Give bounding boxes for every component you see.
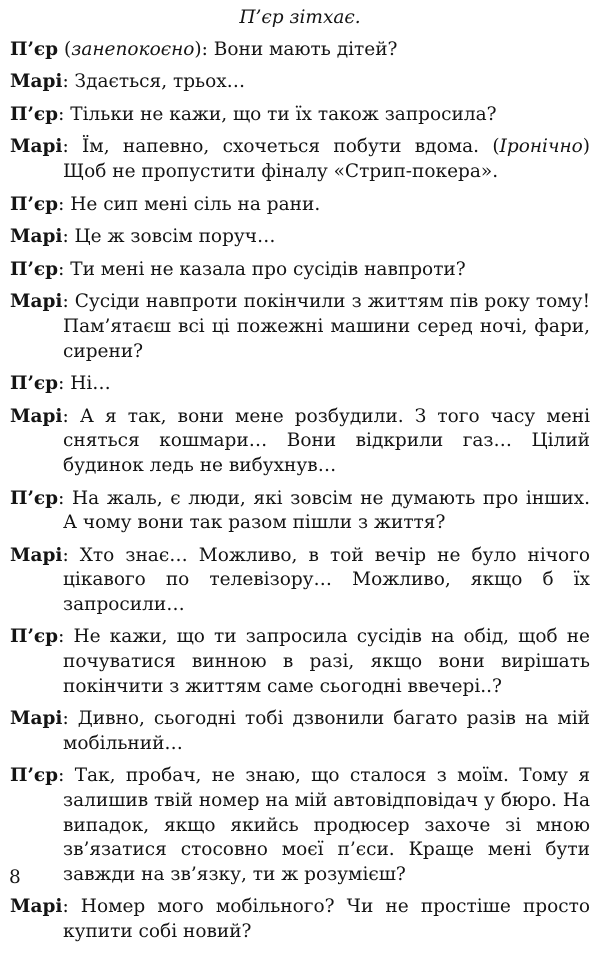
speaker-name: Марі	[10, 291, 63, 313]
speaker-name: Марі	[10, 136, 63, 158]
dialogue-line	[10, 764, 590, 887]
speech-text: : Здається, трьох…	[62, 71, 246, 93]
speech-text: : Не кажи, що ти запросила сусідів на обід, щоб не почуватися винною в разі, якщо вони вирішать покінчити з життям саме сьогодні ввечері..?	[58, 626, 590, 697]
speech-text: : Так, пробач, не знаю, що сталося з моїм. Тому я залишив твій номер на мій автовідповідач у бюро. На випадок, якщо якийсь продюсер захоче зі мною зв’язатися стосовно моєї п’єси. Краще мені бути завжди на зв’язку, ти ж розумієш?	[58, 765, 590, 885]
dialogue-line	[10, 707, 590, 756]
speaker-name: Марі	[10, 71, 63, 93]
speaker-name: Марі	[10, 544, 63, 566]
dialogue	[10, 38, 590, 945]
speaker-name: П’єр	[10, 258, 59, 280]
dialogue-line	[10, 544, 590, 618]
speech-text: : Ти мені не казала про сусідів навпроти?	[58, 258, 466, 280]
speaker-name: П’єр	[10, 38, 59, 60]
speech-text: ): Вони мають дітей?	[194, 38, 398, 60]
speaker-name: Марі	[10, 226, 63, 248]
dialogue-line	[10, 372, 590, 397]
speaker-name: П’єр	[10, 373, 59, 395]
dialogue-line	[10, 895, 590, 944]
speech-text: ) Щоб не пропустити фіналу «Стрип-покера».	[63, 136, 590, 182]
speech-text: : На жаль, є люди, які зовсім не думають про інших. А чому вони так разом пішли з життя?	[58, 487, 590, 534]
dialogue-line	[10, 193, 590, 218]
speech-text: : Хто знає… Можливо, в той вечір не було нічого цікавого по телевізору… Можливо, якщо б їх запросили…	[62, 544, 590, 615]
speech-text: : А я так, вони мене розбудили. З того часу мені сняться кошмари… Вони відкрили газ… Цілий будинок ледь не вибухнув…	[62, 405, 590, 476]
dialogue-line	[10, 225, 590, 250]
speech-text: : Тільки не кажи, що ти їх також запросила?	[58, 103, 497, 125]
speech-text: : Ні…	[58, 373, 111, 395]
speaker-name: Марі	[10, 405, 63, 427]
speech-text: : Їм, напевно, схочеться побути вдома. (	[62, 136, 500, 158]
dialogue-line	[10, 290, 590, 364]
speech-text: : Це ж зовсім поруч…	[62, 226, 276, 248]
speaker-name: П’єр	[10, 487, 59, 509]
speech-text: : Дивно, сьогодні тобі дзвонили багато разів на мій мобільний…	[62, 708, 590, 754]
speaker-name: П’єр	[10, 193, 59, 215]
speech-text: : Не сип мені сіль на рани.	[58, 193, 321, 215]
dialogue-line	[10, 487, 590, 536]
speech-text: (	[58, 38, 72, 60]
dialogue-line	[10, 258, 590, 283]
speaker-name: П’єр	[10, 103, 59, 125]
dialogue-line	[10, 135, 590, 184]
speaker-name: Марі	[10, 708, 63, 730]
document-page	[10, 6, 590, 953]
page-number: 8	[9, 867, 21, 888]
dialogue-line	[10, 625, 590, 699]
speech-text: : Номер мого мобільного? Чи не простіше просто купити собі новий?	[62, 896, 590, 942]
speech-text: : Сусіди навпроти покінчили з життям пів року тому! Пам’ятаєш всі ці пожежні машини серед ночі, фари, сирени?	[62, 291, 590, 362]
speaker-name: П’єр	[10, 626, 59, 648]
stage-direction: П’єр зітхає.	[239, 7, 361, 28]
dialogue-line	[10, 70, 590, 95]
dialogue-line	[10, 103, 590, 128]
dialogue-line	[10, 405, 590, 479]
dialogue-line	[10, 38, 590, 63]
speaker-name: Марі	[10, 896, 63, 918]
stage-note: занепокоєно	[71, 38, 195, 60]
stage-note: Іронічно	[499, 136, 583, 158]
speaker-name: П’єр	[10, 765, 59, 787]
